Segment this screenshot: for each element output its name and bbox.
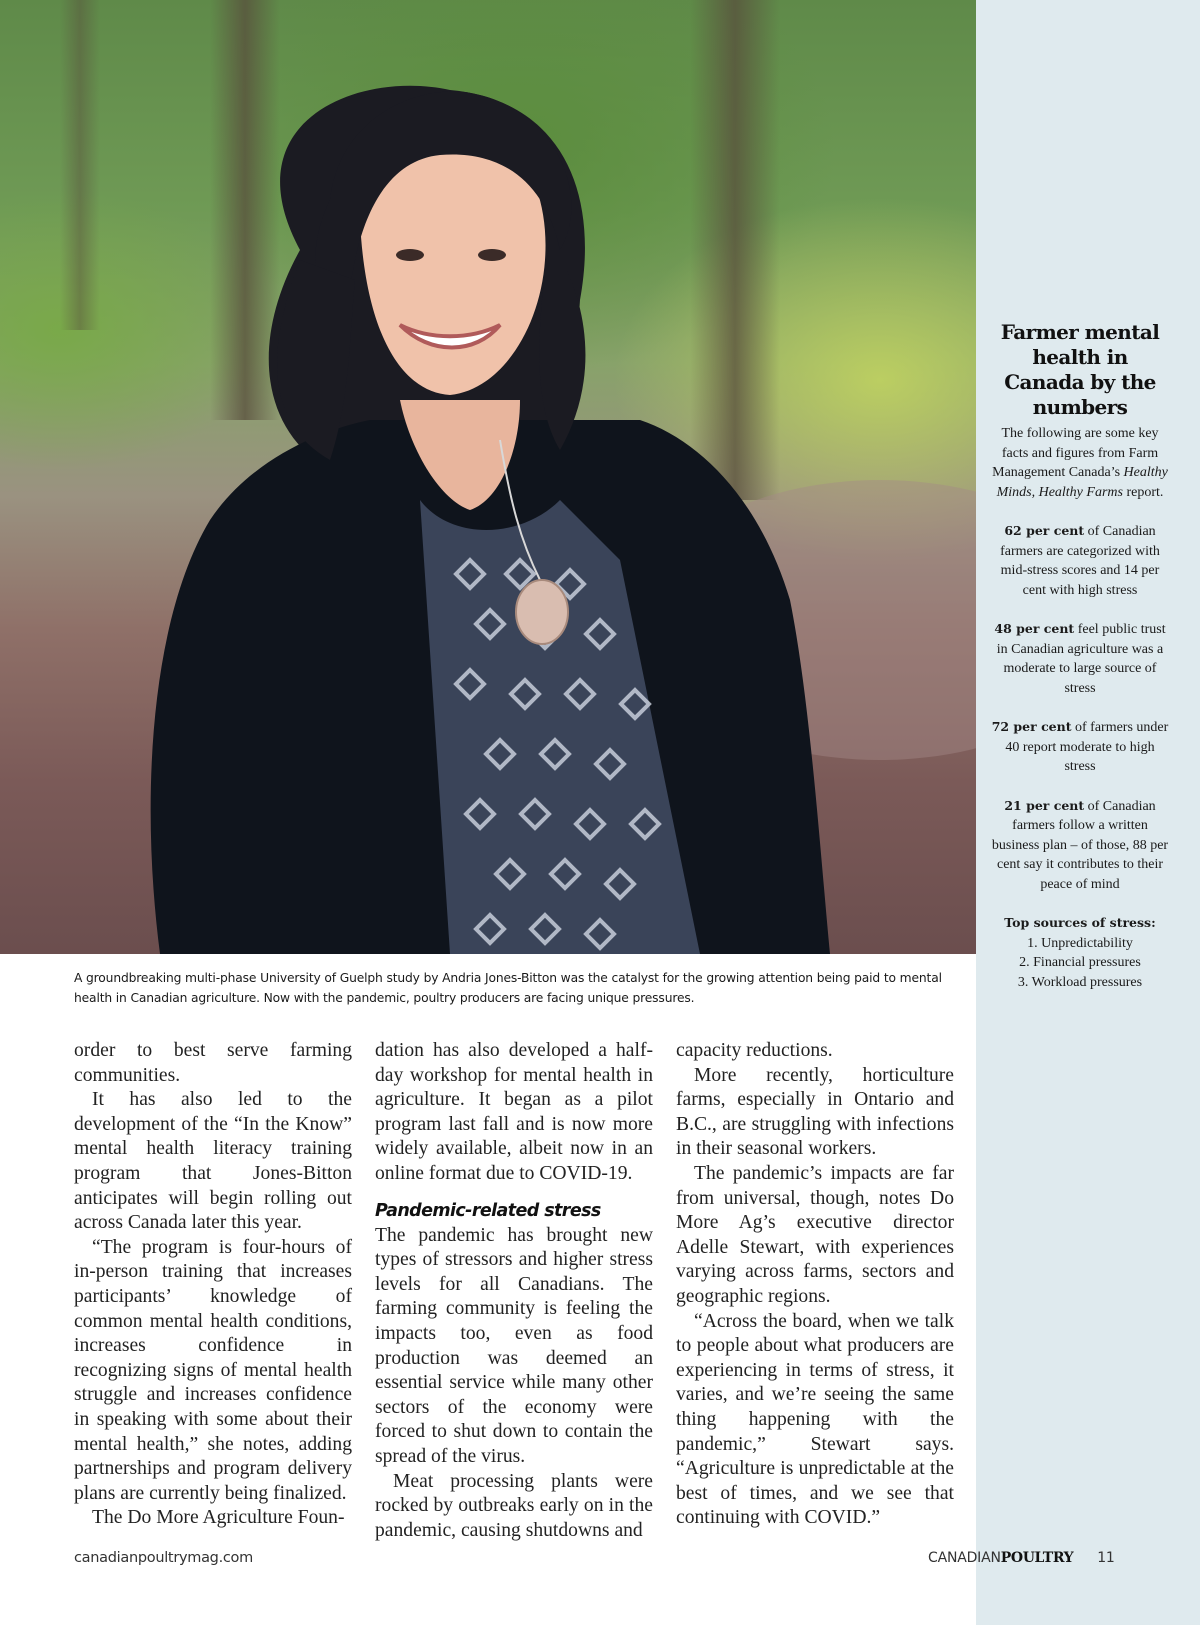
paragraph: The pandemic has brought new types of stressors and higher stress levels for all Canadians. The farming community is feeling the impacts too, even as food production was deemed an essential service while many other sectors of the economy were forced to shut down to contain the spread of the virus.	[375, 1224, 653, 1467]
person-figure	[0, 0, 978, 954]
sidebar-intro: The following are some key facts and figures from Farm Management Canada’s Healthy Minds, Healthy Farms report.	[992, 426, 1168, 500]
article-column-2	[375, 1039, 653, 1543]
paragraph: “Across the board, when we talk to people about what producers are experiencing in terms of stress, it varies, and we’re seeing the same thing happening with the pandemic,” Stewart says. “Agriculture is unpredictable at the best of times, and we see that continuing with COVID.”	[676, 1310, 954, 1529]
paragraph: The pandemic’s impacts are far from universal, though, notes Do More Ag’s executive director Adelle Stewart, with experiences varying across farms, sectors and geographic regions.	[676, 1162, 954, 1307]
sidebar-fact: 48 per cent feel public trust in Canadian agriculture was a moderate to large source of stress	[994, 621, 1166, 696]
sidebar-fact: 21 per cent of Canadian farmers follow a written business plan – of those, 88 per cent say it contributes to their peace of mind	[991, 797, 1169, 892]
sidebar-sources-heading: Top sources of stress:	[1004, 915, 1156, 930]
paragraph: The Do More Agriculture Foun-	[92, 1507, 345, 1529]
portrait-photo	[0, 0, 978, 954]
paragraph: order to best serve farming communities.	[74, 1040, 352, 1086]
sidebar-fact: 62 per cent of Canadian farmers are categorized with mid-stress scores and 14 per cent with high stress	[1000, 523, 1160, 598]
photo-caption: A groundbreaking multi-phase University of Guelph study by Andria Jones-Bitton was the catalyst for the growing attention being paid to mental health in Canadian agriculture. Now with the pandemic, poultry producers are facing unique pressures.	[74, 971, 942, 1005]
sidebar-panel	[976, 0, 1200, 1625]
paragraph: “The program is four-hours of in-person training that increases participants’ knowledge of common mental health conditions, increases confidence in recognizing signs of mental health struggle and increases confidence in speaking with some about their mental health,” she notes, adding partnerships and program delivery plans are currently being finalized.	[74, 1236, 352, 1504]
page-number: 11	[1097, 1550, 1115, 1566]
paragraph: capacity reductions.	[676, 1040, 833, 1061]
paragraph: dation has also developed a half-day workshop for mental health in agriculture. It began as a pilot program last fall and is now more widely available, albeit now in an online format due to COVID-19.	[375, 1040, 653, 1184]
footer-url: canadianpoultrymag.com	[74, 1550, 253, 1566]
sidebar-fact: 72 per cent of farmers under 40 report moderate to high stress	[991, 719, 1169, 774]
paragraph: More recently, horticulture farms, especially in Ontario and B.C., are struggling with infections in their seasonal workers.	[676, 1064, 954, 1160]
sidebar-source-item: 1. Unpredictability	[1027, 935, 1133, 951]
footer-brand	[928, 1550, 1115, 1566]
section-subheading: Pandemic-related stress	[375, 1200, 601, 1221]
article-column-1	[74, 1039, 352, 1531]
brand-name-bold: POULTRY	[1000, 1550, 1074, 1566]
sidebar-source-item: 2. Financial pressures	[1019, 955, 1141, 970]
paragraph: Meat processing plants were rocked by outbreaks early on in the pandemic, causing shutdowns and	[375, 1470, 653, 1541]
brand-name-light: CANADIAN	[928, 1550, 1001, 1566]
paragraph: It has also led to the development of the “In the Know” mental health literacy training program that Jones-Bitton anticipates will begin rolling out across Canada later this year.	[74, 1089, 352, 1234]
sidebar-source-item: 3. Workload pressures	[1017, 974, 1143, 990]
article-column-3	[676, 1039, 954, 1531]
sidebar-title: Farmer mental health in Canada by the numbers	[1000, 320, 1160, 419]
